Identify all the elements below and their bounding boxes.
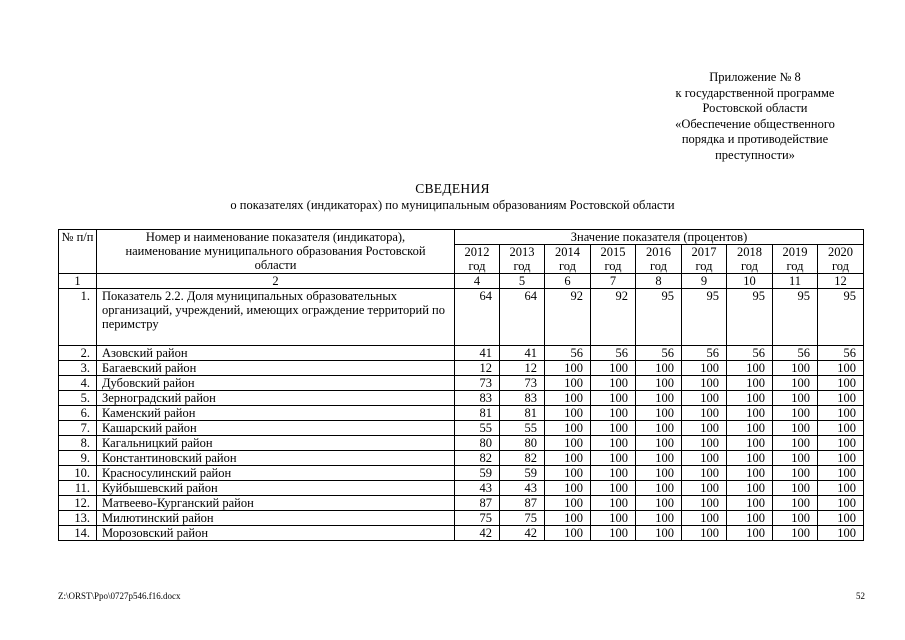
column-number: 11	[773, 274, 818, 289]
header-year: 2020 год	[818, 245, 864, 274]
row-value: 100	[727, 406, 773, 421]
row-number: 2.	[59, 346, 97, 361]
row-value: 100	[682, 526, 727, 541]
row-value: 100	[773, 436, 818, 451]
row-value: 100	[818, 466, 864, 481]
row-value: 100	[545, 436, 591, 451]
row-value: 100	[545, 466, 591, 481]
header-year: 2019 год	[773, 245, 818, 274]
table-row	[59, 436, 864, 451]
table-row	[59, 451, 864, 466]
table-row	[59, 376, 864, 391]
row-value: 59	[455, 466, 500, 481]
row-value: 43	[455, 481, 500, 496]
appendix-line: к государственной программе	[675, 85, 835, 100]
row-value: 100	[636, 406, 682, 421]
row-value: 43	[500, 481, 545, 496]
row-name: Константиновский район	[97, 451, 455, 466]
row-value: 100	[591, 511, 636, 526]
row-value: 64	[455, 289, 500, 346]
table-row	[59, 496, 864, 511]
header-year: 2017 год	[682, 245, 727, 274]
row-number: 11.	[59, 481, 97, 496]
row-value: 95	[773, 289, 818, 346]
row-value: 56	[727, 346, 773, 361]
header-row	[59, 230, 864, 245]
row-value: 100	[682, 421, 727, 436]
row-value: 83	[500, 391, 545, 406]
appendix-line: порядка и противодействие	[681, 132, 829, 146]
row-value: 100	[636, 376, 682, 391]
row-value: 100	[545, 496, 591, 511]
row-value: 80	[500, 436, 545, 451]
column-number: 1	[59, 274, 97, 289]
row-value: 42	[455, 526, 500, 541]
table-row	[59, 511, 864, 526]
appendix-line: Ростовской области	[702, 101, 808, 115]
table-row	[59, 391, 864, 406]
row-value: 100	[636, 511, 682, 526]
row-value: 100	[727, 421, 773, 436]
row-value: 100	[591, 436, 636, 451]
row-value: 100	[773, 466, 818, 481]
row-value: 87	[500, 496, 545, 511]
row-value: 100	[773, 526, 818, 541]
row-number: 3.	[59, 361, 97, 376]
row-value: 100	[636, 466, 682, 481]
indicators-table	[58, 229, 864, 541]
row-value: 73	[455, 376, 500, 391]
row-value: 100	[727, 466, 773, 481]
row-value: 100	[773, 481, 818, 496]
row-value: 100	[591, 481, 636, 496]
row-value: 95	[818, 289, 864, 346]
row-name: Показатель 2.2. Доля муниципальных образовательных организаций, учреждений, имеющих ограждение территорий по перимстру	[97, 289, 455, 346]
row-value: 100	[773, 376, 818, 391]
column-number: 6	[545, 274, 591, 289]
row-name: Куйбышевский район	[97, 481, 455, 496]
row-value: 100	[636, 436, 682, 451]
row-value: 100	[591, 451, 636, 466]
row-value: 100	[727, 361, 773, 376]
header-name: Номер и наименование показателя (индикатора), наименование муниципального образования Ростовской области	[97, 230, 455, 274]
row-value: 100	[591, 526, 636, 541]
row-value: 100	[545, 451, 591, 466]
row-value: 100	[727, 451, 773, 466]
header-num: № п/п	[59, 230, 97, 274]
row-name: Матвеево-Курганский район	[97, 496, 455, 511]
row-value: 100	[591, 361, 636, 376]
row-value: 100	[682, 361, 727, 376]
row-value: 56	[773, 346, 818, 361]
row-value: 73	[500, 376, 545, 391]
row-value: 92	[545, 289, 591, 346]
table-row	[59, 526, 864, 541]
table-row	[59, 406, 864, 421]
row-value: 82	[500, 451, 545, 466]
row-number: 12.	[59, 496, 97, 511]
row-value: 100	[636, 526, 682, 541]
appendix-line: Приложение № 8	[709, 70, 801, 84]
row-value: 80	[455, 436, 500, 451]
column-number: 12	[818, 274, 864, 289]
row-value: 100	[545, 421, 591, 436]
header-year: 2013 год	[500, 245, 545, 274]
column-number: 10	[727, 274, 773, 289]
row-value: 100	[591, 466, 636, 481]
table-row	[59, 466, 864, 481]
row-value: 100	[545, 391, 591, 406]
row-number: 8.	[59, 436, 97, 451]
appendix-block	[620, 70, 890, 163]
row-value: 41	[455, 346, 500, 361]
row-value: 100	[818, 496, 864, 511]
header-year: 2012 год	[455, 245, 500, 274]
row-value: 100	[727, 391, 773, 406]
row-value: 100	[636, 481, 682, 496]
row-value: 100	[682, 451, 727, 466]
appendix-line: преступности»	[715, 147, 795, 162]
row-value: 100	[545, 376, 591, 391]
row-value: 59	[500, 466, 545, 481]
document-title: СВЕДЕНИЯ	[415, 181, 490, 196]
row-number: 9.	[59, 451, 97, 466]
row-name: Кагальницкий район	[97, 436, 455, 451]
column-number: 4	[455, 274, 500, 289]
column-number: 5	[500, 274, 545, 289]
row-value: 100	[591, 421, 636, 436]
row-value: 92	[591, 289, 636, 346]
row-name: Кашарский район	[97, 421, 455, 436]
row-value: 95	[682, 289, 727, 346]
row-value: 100	[591, 496, 636, 511]
row-value: 100	[818, 406, 864, 421]
row-name: Дубовский район	[97, 376, 455, 391]
row-value: 56	[818, 346, 864, 361]
row-number: 13.	[59, 511, 97, 526]
row-value: 100	[545, 481, 591, 496]
row-number: 10.	[59, 466, 97, 481]
row-value: 100	[727, 526, 773, 541]
row-value: 12	[500, 361, 545, 376]
row-value: 82	[455, 451, 500, 466]
appendix-line: «Обеспечение общественного	[675, 116, 835, 131]
row-value: 100	[818, 421, 864, 436]
row-name: Красносулинский район	[97, 466, 455, 481]
row-value: 100	[818, 511, 864, 526]
row-name: Азовский район	[97, 346, 455, 361]
column-number: 7	[591, 274, 636, 289]
row-value: 100	[818, 436, 864, 451]
row-value: 100	[727, 511, 773, 526]
row-name: Каменский район	[97, 406, 455, 421]
row-value: 56	[636, 346, 682, 361]
document-subtitle: о показателях (индикаторах) по муниципальным образованиям Ростовской области	[230, 198, 675, 212]
row-value: 100	[818, 391, 864, 406]
row-value: 87	[455, 496, 500, 511]
header-year: 2018 год	[727, 245, 773, 274]
row-value: 75	[455, 511, 500, 526]
file-path: Z:\ORST\Ppo\0727p546.f16.docx	[58, 591, 181, 601]
row-value: 81	[500, 406, 545, 421]
table-row	[59, 361, 864, 376]
row-value: 100	[682, 496, 727, 511]
column-number: 8	[636, 274, 682, 289]
row-value: 100	[727, 496, 773, 511]
row-value: 42	[500, 526, 545, 541]
row-value: 100	[591, 391, 636, 406]
row-value: 100	[591, 406, 636, 421]
table-row	[59, 346, 864, 361]
row-value: 100	[545, 526, 591, 541]
page-number: 52	[856, 591, 865, 601]
row-value: 100	[636, 391, 682, 406]
table-row	[59, 289, 864, 346]
row-value: 100	[773, 361, 818, 376]
row-value: 41	[500, 346, 545, 361]
row-name: Морозовский район	[97, 526, 455, 541]
row-value: 100	[773, 391, 818, 406]
row-value: 95	[727, 289, 773, 346]
row-value: 100	[818, 526, 864, 541]
header-value-group: Значение показателя (процентов)	[455, 230, 864, 245]
row-value: 100	[636, 451, 682, 466]
row-name: Багаевский район	[97, 361, 455, 376]
row-value: 100	[818, 451, 864, 466]
row-value: 100	[727, 376, 773, 391]
row-number: 7.	[59, 421, 97, 436]
table-row	[59, 481, 864, 496]
row-value: 100	[818, 376, 864, 391]
row-value: 95	[636, 289, 682, 346]
row-value: 100	[636, 361, 682, 376]
header-year: 2016 год	[636, 245, 682, 274]
row-value: 100	[545, 511, 591, 526]
row-value: 100	[682, 481, 727, 496]
row-name: Зерноградский район	[97, 391, 455, 406]
row-value: 100	[818, 481, 864, 496]
row-value: 100	[682, 466, 727, 481]
row-number: 1.	[59, 289, 97, 346]
row-value: 100	[682, 376, 727, 391]
row-value: 100	[773, 421, 818, 436]
row-value: 55	[455, 421, 500, 436]
row-value: 100	[636, 496, 682, 511]
row-value: 100	[727, 436, 773, 451]
header-year: 2015 год	[591, 245, 636, 274]
row-value: 100	[682, 436, 727, 451]
row-number: 14.	[59, 526, 97, 541]
row-value: 100	[818, 361, 864, 376]
column-number: 9	[682, 274, 727, 289]
row-value: 100	[682, 391, 727, 406]
row-value: 100	[773, 496, 818, 511]
row-value: 100	[545, 406, 591, 421]
row-value: 100	[773, 406, 818, 421]
row-value: 83	[455, 391, 500, 406]
row-number: 5.	[59, 391, 97, 406]
column-number-row	[59, 274, 864, 289]
row-number: 4.	[59, 376, 97, 391]
row-value: 12	[455, 361, 500, 376]
row-value: 100	[636, 421, 682, 436]
row-value: 56	[591, 346, 636, 361]
row-value: 100	[591, 376, 636, 391]
row-value: 100	[682, 511, 727, 526]
header-year: 2014 год	[545, 245, 591, 274]
row-name: Милютинский район	[97, 511, 455, 526]
table-row	[59, 421, 864, 436]
row-value: 81	[455, 406, 500, 421]
row-value: 100	[773, 451, 818, 466]
row-value: 100	[773, 511, 818, 526]
row-value: 100	[545, 361, 591, 376]
row-value: 100	[727, 481, 773, 496]
row-number: 6.	[59, 406, 97, 421]
row-value: 56	[545, 346, 591, 361]
column-number: 2	[97, 274, 455, 289]
row-value: 55	[500, 421, 545, 436]
row-value: 64	[500, 289, 545, 346]
row-value: 100	[682, 406, 727, 421]
row-value: 75	[500, 511, 545, 526]
row-value: 56	[682, 346, 727, 361]
